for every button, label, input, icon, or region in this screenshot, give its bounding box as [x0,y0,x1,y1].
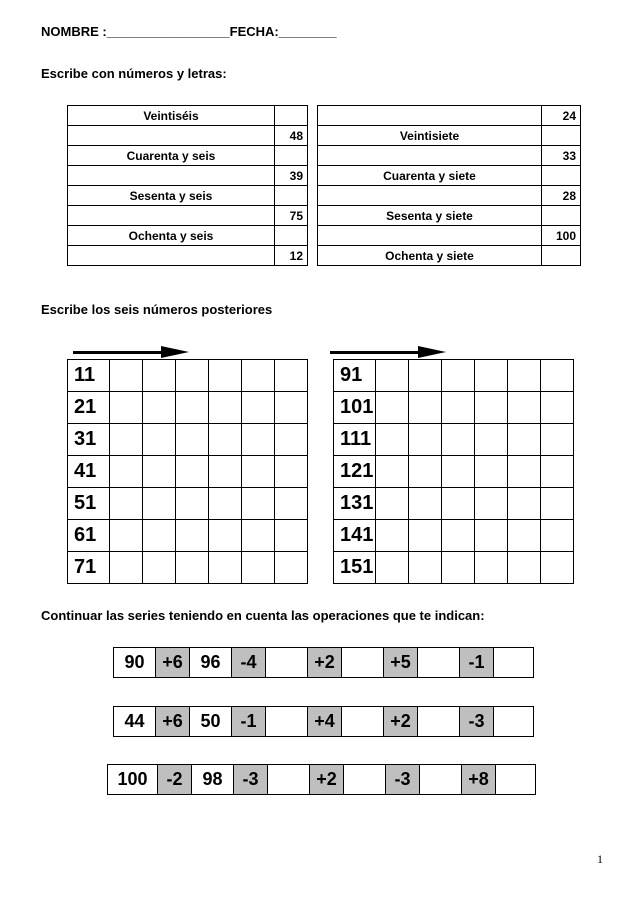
series-operation: -3 [386,765,420,795]
table-row [68,552,308,584]
series-value: 100 [108,765,158,795]
answer-cell[interactable] [376,360,409,392]
table-row [114,648,534,678]
answer-cell[interactable] [442,488,475,520]
words-cell[interactable]: Ochenta y siete [318,246,542,266]
table-row [68,488,308,520]
table-row [334,360,574,392]
words-cell[interactable]: Sesenta y seis [68,186,275,206]
series-operation: -2 [158,765,192,795]
answer-cell[interactable] [420,765,462,795]
answer-cell[interactable] [209,488,242,520]
answer-cell[interactable] [209,360,242,392]
answer-cell[interactable] [242,360,275,392]
answer-cell[interactable] [376,392,409,424]
answer-cell[interactable] [209,424,242,456]
table-row [318,126,581,146]
answer-cell[interactable] [376,424,409,456]
start-number: 91 [334,360,376,392]
answer-cell[interactable] [541,520,574,552]
table-row [68,206,308,226]
answer-cell[interactable] [442,424,475,456]
answer-cell[interactable] [376,552,409,584]
table-row [68,360,308,392]
answer-cell[interactable] [541,552,574,584]
table-row [68,424,308,456]
table-row [68,146,308,166]
answer-cell[interactable] [242,488,275,520]
number-cell[interactable] [542,126,581,146]
arrow-right-icon [330,351,420,354]
number-cell[interactable] [542,166,581,186]
answer-cell[interactable] [275,520,308,552]
table-row [68,166,308,186]
answer-cell[interactable] [266,707,308,737]
table-row [334,456,574,488]
answer-cell[interactable] [508,424,541,456]
answer-cell[interactable] [494,707,534,737]
answer-cell[interactable] [409,488,442,520]
series-operation: -4 [232,648,266,678]
series-value: 90 [114,648,156,678]
answer-cell[interactable] [508,552,541,584]
answer-cell[interactable] [209,456,242,488]
table-row [318,106,581,126]
section2-title: Escribe los seis números posteriores [41,302,273,317]
answer-cell[interactable] [475,520,508,552]
words-cell[interactable] [318,106,542,126]
table-row [334,552,574,584]
answer-cell[interactable] [409,360,442,392]
number-cell[interactable] [542,206,581,226]
answer-cell[interactable] [409,552,442,584]
words-cell[interactable]: Veintisiete [318,126,542,146]
answer-cell[interactable] [541,424,574,456]
table-row [318,166,581,186]
answer-cell[interactable] [494,648,534,678]
series-value: 50 [190,707,232,737]
words-cell[interactable]: Cuarenta y siete [318,166,542,186]
answer-cell[interactable] [475,360,508,392]
number-cell[interactable]: 24 [542,106,581,126]
start-number: 111 [334,424,376,456]
words-table-left [67,105,308,266]
series-operation: -3 [234,765,268,795]
series-operation: +2 [384,707,418,737]
answer-cell[interactable] [409,392,442,424]
answer-cell[interactable] [508,488,541,520]
answer-cell[interactable] [242,520,275,552]
words-cell[interactable] [318,146,542,166]
series-operation: +6 [156,707,190,737]
section1-title: Escribe con números y letras: [41,66,227,81]
answer-cell[interactable] [475,552,508,584]
number-cell[interactable]: 39 [275,166,308,186]
answer-cell[interactable] [442,552,475,584]
series-value: 96 [190,648,232,678]
series-value: 98 [192,765,234,795]
answer-cell[interactable] [176,360,209,392]
series-operation: +4 [308,707,342,737]
answer-cell[interactable] [475,424,508,456]
words-cell[interactable] [68,246,275,266]
answer-cell[interactable] [266,648,308,678]
answer-cell[interactable] [242,456,275,488]
words-cell[interactable] [68,166,275,186]
table-row [318,206,581,226]
answer-cell[interactable] [442,392,475,424]
answer-cell[interactable] [344,765,386,795]
answer-cell[interactable] [409,520,442,552]
answer-cell[interactable] [110,552,143,584]
answer-cell[interactable] [143,424,176,456]
number-cell[interactable] [542,246,581,266]
answer-cell[interactable] [475,392,508,424]
table-row [68,186,308,206]
name-date-line: NOMBRE :_________________FECHA:________ [41,24,337,39]
series-operation: +6 [156,648,190,678]
series-operation: +2 [308,648,342,678]
table-row [68,520,308,552]
answer-cell[interactable] [508,520,541,552]
number-cell[interactable]: 33 [542,146,581,166]
answer-cell[interactable] [176,520,209,552]
answer-cell[interactable] [143,488,176,520]
number-cell[interactable]: 100 [542,226,581,246]
answer-cell[interactable] [143,456,176,488]
answer-cell[interactable] [409,456,442,488]
answer-cell[interactable] [110,520,143,552]
answer-cell[interactable] [418,648,460,678]
start-number: 131 [334,488,376,520]
answer-cell[interactable] [508,392,541,424]
answer-cell[interactable] [541,392,574,424]
words-table-right [317,105,581,266]
answer-cell[interactable] [209,520,242,552]
answer-cell[interactable] [176,456,209,488]
answer-cell[interactable] [342,707,384,737]
table-row [68,106,308,126]
number-cell[interactable]: 28 [542,186,581,206]
answer-cell[interactable] [442,520,475,552]
answer-cell[interactable] [275,424,308,456]
answer-cell[interactable] [242,392,275,424]
answer-cell[interactable] [209,392,242,424]
start-number: 71 [68,552,110,584]
answer-cell[interactable] [110,424,143,456]
start-number: 51 [68,488,110,520]
answer-cell[interactable] [176,488,209,520]
answer-cell[interactable] [541,488,574,520]
answer-cell[interactable] [376,488,409,520]
answer-cell[interactable] [143,360,176,392]
series-row-3 [107,764,536,795]
series-operation: +5 [384,648,418,678]
answer-cell[interactable] [508,360,541,392]
table-row [114,707,534,737]
table-row [318,146,581,166]
answer-cell[interactable] [110,456,143,488]
answer-cell[interactable] [376,520,409,552]
answer-cell[interactable] [176,424,209,456]
answer-cell[interactable] [268,765,310,795]
start-number: 121 [334,456,376,488]
answer-cell[interactable] [242,424,275,456]
table-row [334,424,574,456]
answer-cell[interactable] [541,360,574,392]
arrow-right-icon [73,351,163,354]
series-row-2 [113,706,534,737]
answer-cell[interactable] [143,552,176,584]
start-number: 61 [68,520,110,552]
answer-cell[interactable] [541,456,574,488]
start-number: 141 [334,520,376,552]
number-cell[interactable]: 75 [275,206,308,226]
table-row [68,226,308,246]
answer-cell[interactable] [496,765,536,795]
answer-cell[interactable] [442,456,475,488]
answer-cell[interactable] [475,488,508,520]
start-number: 41 [68,456,110,488]
answer-cell[interactable] [409,424,442,456]
number-cell[interactable] [275,106,308,126]
table-row [334,392,574,424]
words-cell[interactable]: Sesenta y siete [318,206,542,226]
series-row-1 [113,647,534,678]
series-value: 44 [114,707,156,737]
table-row [68,392,308,424]
words-cell[interactable] [68,126,275,146]
sequence-grid-right [333,359,574,584]
answer-cell[interactable] [110,488,143,520]
start-number: 101 [334,392,376,424]
answer-cell[interactable] [275,488,308,520]
words-cell[interactable] [318,186,542,206]
number-cell[interactable]: 48 [275,126,308,146]
answer-cell[interactable] [275,456,308,488]
answer-cell[interactable] [275,360,308,392]
table-row [318,226,581,246]
words-cell[interactable] [68,206,275,226]
page-number: 1 [597,852,603,866]
answer-cell[interactable] [442,360,475,392]
answer-cell[interactable] [110,392,143,424]
series-operation: -3 [460,707,494,737]
table-row [334,488,574,520]
table-row [318,186,581,206]
number-cell[interactable] [275,146,308,166]
table-row [318,246,581,266]
answer-cell[interactable] [209,552,242,584]
table-row [108,765,536,795]
series-operation: -1 [232,707,266,737]
sequence-grid-left [67,359,308,584]
start-number: 21 [68,392,110,424]
series-operation: -1 [460,648,494,678]
table-row [68,246,308,266]
answer-cell[interactable] [376,456,409,488]
series-operation: +8 [462,765,496,795]
series-operation: +2 [310,765,344,795]
answer-cell[interactable] [342,648,384,678]
words-cell[interactable]: Veintiséis [68,106,275,126]
answer-cell[interactable] [475,456,508,488]
answer-cell[interactable] [143,392,176,424]
answer-cell[interactable] [176,552,209,584]
start-number: 151 [334,552,376,584]
number-cell[interactable] [275,226,308,246]
answer-cell[interactable] [176,392,209,424]
start-number: 31 [68,424,110,456]
answer-cell[interactable] [418,707,460,737]
table-row [334,520,574,552]
answer-cell[interactable] [242,552,275,584]
answer-cell[interactable] [508,456,541,488]
words-cell[interactable]: Ochenta y seis [68,226,275,246]
answer-cell[interactable] [110,360,143,392]
words-cell[interactable]: Cuarenta y seis [68,146,275,166]
number-cell[interactable] [275,186,308,206]
table-row [68,126,308,146]
answer-cell[interactable] [275,552,308,584]
start-number: 11 [68,360,110,392]
answer-cell[interactable] [143,520,176,552]
section3-title: Continuar las series teniendo en cuenta las operaciones que te indican: [41,608,485,623]
number-cell[interactable]: 12 [275,246,308,266]
words-cell[interactable] [318,226,542,246]
answer-cell[interactable] [275,392,308,424]
table-row [68,456,308,488]
